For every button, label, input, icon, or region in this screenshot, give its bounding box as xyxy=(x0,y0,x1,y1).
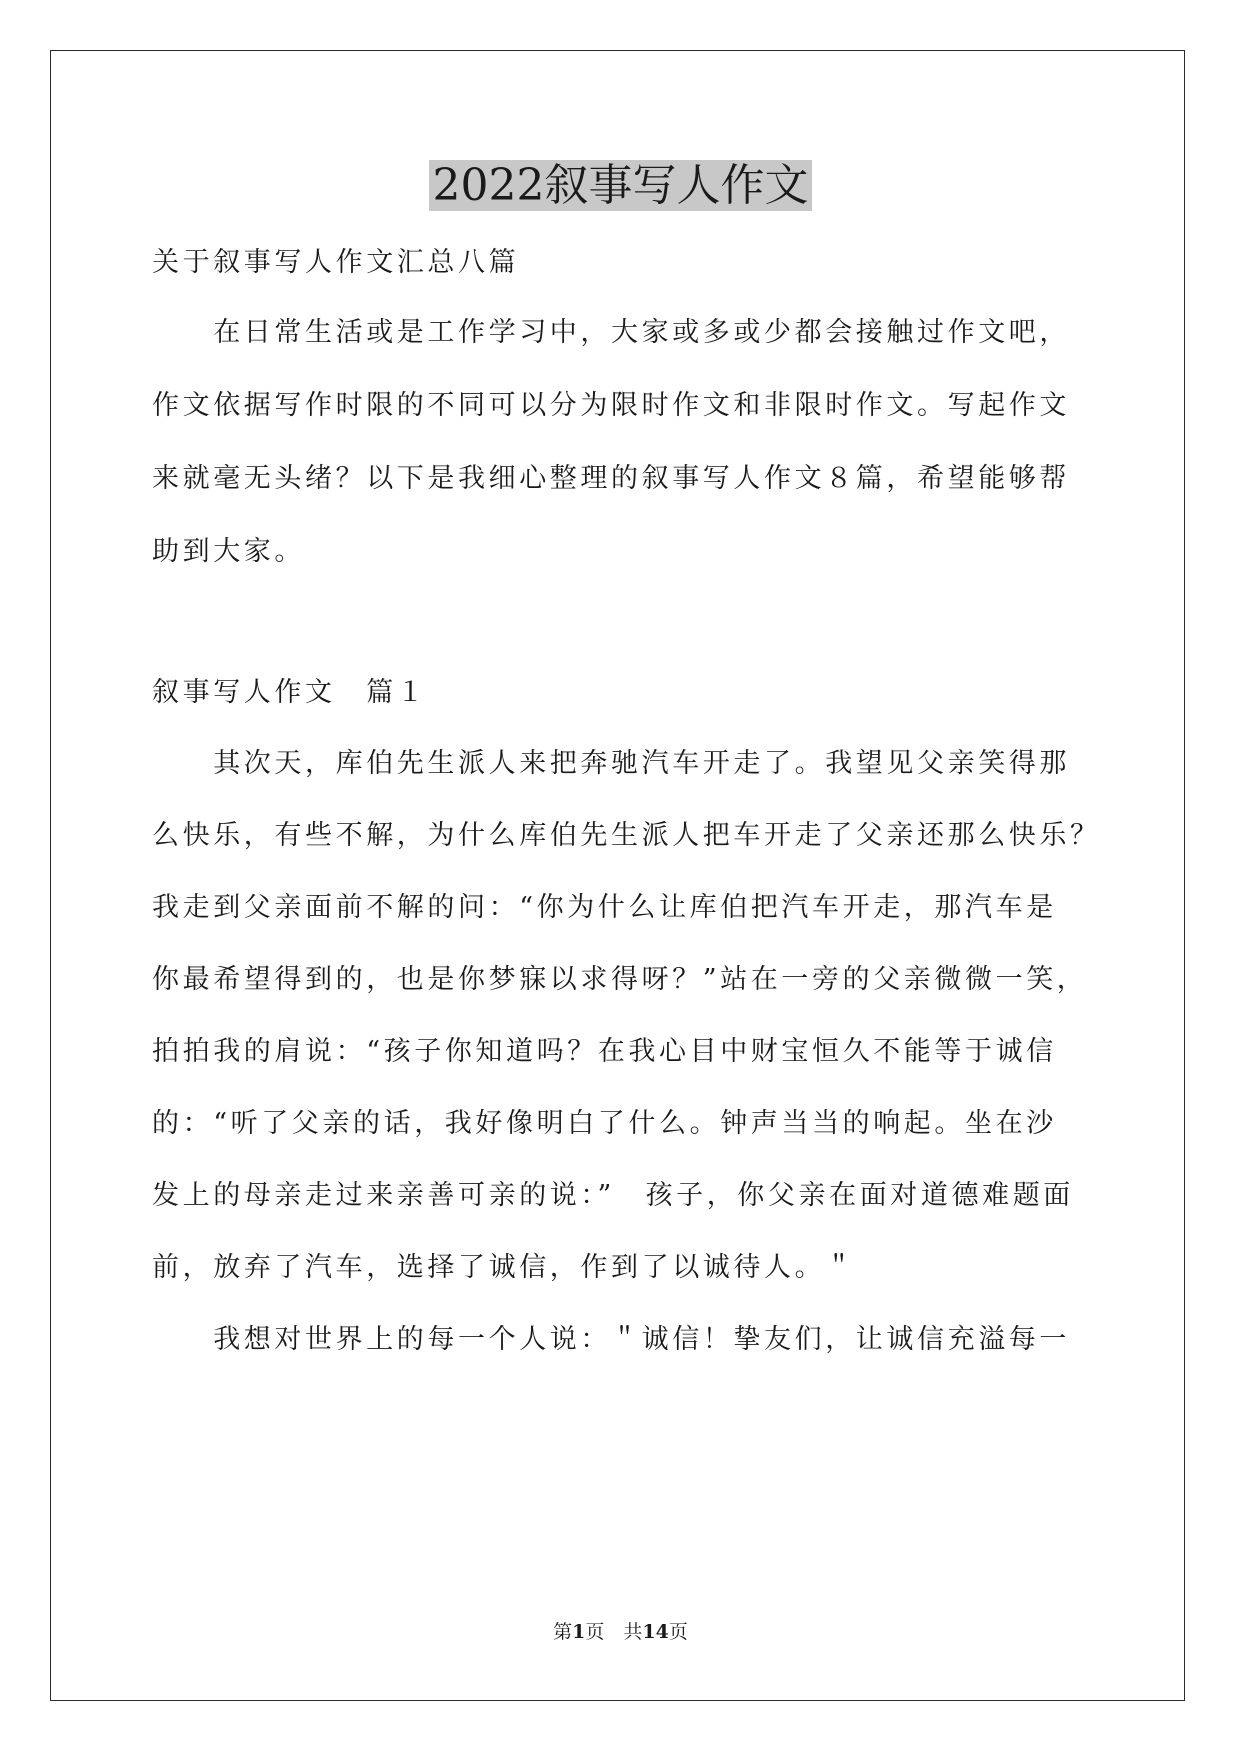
footer-page-total: 14 xyxy=(642,1621,669,1643)
paragraph-line: 你最希望得到的，也是你梦寐以求得呀？”站在一旁的父亲微微一笑， xyxy=(152,964,1088,995)
paragraph-line: 我走到父亲面前不解的问：“你为什么让库伯把汽车开走，那汽车是 xyxy=(152,892,1057,923)
paragraph-line: 我想对世界上的每一个人说：＂诚信！挚友们，让诚信充溢每一 xyxy=(152,1324,1070,1355)
document-title-text: 2022叙事写人作文 xyxy=(429,160,813,211)
footer-page-number: 1 xyxy=(572,1621,586,1643)
paragraph-line: 助到大家。 xyxy=(152,536,305,567)
page-footer xyxy=(0,1620,1241,1644)
paragraph-line: 在日常生活或是工作学习中，大家或多或少都会接触过作文吧， xyxy=(152,317,1070,348)
footer-page-prefix: 第 xyxy=(553,1621,573,1643)
paragraph-line: 来就毫无头绪？以下是我细心整理的叙事写人作文８篇，希望能够帮 xyxy=(152,463,1070,494)
paragraph-line: 作文依据写作时限的不同可以分为限时作文和非限时作文。写起作文 xyxy=(152,390,1070,421)
document-title xyxy=(0,158,1241,214)
paragraph-line: 的：“听了父亲的话，我好像明白了什么。钟声当当的响起。坐在沙 xyxy=(152,1108,1057,1139)
paragraph-line: 么快乐，有些不解，为什么库伯先生派人把车开走了父亲还那么快乐？ xyxy=(152,820,1101,851)
footer-page-mid: 页 共 xyxy=(585,1621,643,1643)
page-border xyxy=(50,50,1185,1701)
footer-page-suffix: 页 xyxy=(668,1621,688,1643)
paragraph-line: 拍拍我的肩说：“孩子你知道吗？在我心目中财宝恒久不能等于诚信 xyxy=(152,1036,1057,1067)
section-heading: 叙事写人作文 篇１ xyxy=(152,677,428,708)
document-subtitle: 关于叙事写人作文汇总八篇 xyxy=(152,247,520,278)
paragraph-line: 发上的母亲走过来亲善可亲的说：” 孩子，你父亲在面对道德难题面 xyxy=(152,1180,1074,1211)
paragraph-line: 前，放弃了汽车，选择了诚信，作到了以诚待人。＂ xyxy=(152,1252,856,1283)
paragraph-line: 其次天，库伯先生派人来把奔驰汽车开走了。我望见父亲笑得那 xyxy=(152,748,1070,779)
